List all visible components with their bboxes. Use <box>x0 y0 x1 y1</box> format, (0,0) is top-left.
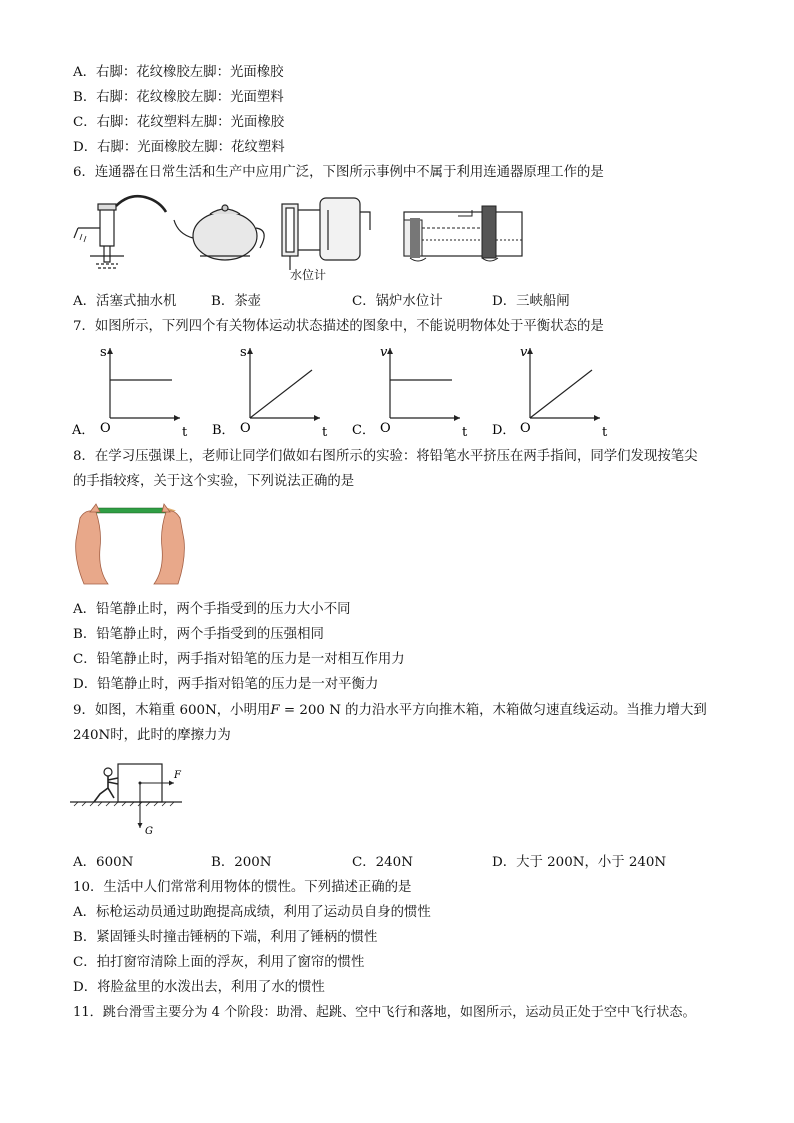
graph-x-arrow <box>454 415 460 421</box>
graph-y-arrow <box>107 348 113 354</box>
graph-option-letter: D． <box>492 423 516 438</box>
graph-y-label: s <box>100 345 107 360</box>
graph-origin-label: O <box>100 421 111 436</box>
q10-option-b: B．紧固锤头时撞击锤柄的下端，利用了锤柄的惯性 <box>73 930 378 945</box>
graph-y-arrow <box>247 348 253 354</box>
q9-stem-part2: = 200 N 的力沿水平方向推木箱，木箱做匀速直线运动。当推力增大到 <box>279 703 707 718</box>
q11-stem: 11．跳台滑雪主要分为 4 个阶段：助滑、起跳、空中飞行和落地，如图所示，运动员正处于空中飞行状态。 <box>73 1005 696 1020</box>
q9-option-a: A．600N <box>73 855 134 870</box>
graph-x-arrow <box>594 415 600 421</box>
q10-option-c: C．拍打窗帘清除上面的浮灰，利用了窗帘的惯性 <box>73 955 365 970</box>
pushing-box-figure <box>70 758 190 838</box>
q10-option-d: D．将脸盆里的水泼出去，利用了水的惯性 <box>73 980 325 995</box>
graph-x-arrow <box>314 415 320 421</box>
graph-y-label: v <box>380 345 388 360</box>
q8-stem-line1: 8．在学习压强课上，老师让同学们做如右图所示的实验：将铅笔水平挤压在两手指间，同学们发现按笔尖 <box>73 449 698 464</box>
q9-stem-part1: 9．如图，木箱重 600N，小明用 <box>73 703 271 718</box>
graph-y-label: v <box>520 345 528 360</box>
q6-figures <box>70 190 380 286</box>
q10-option-a: A．标枪运动员通过助跑提高成绩，利用了运动员自身的惯性 <box>73 905 431 920</box>
q5-option-b: B．右脚：花纹橡胶左脚：光面塑料 <box>73 90 284 105</box>
q6-option-c: C．锅炉水位计 <box>352 294 443 309</box>
q8-option-b: B．铅笔静止时，两个手指受到的压强相同 <box>73 627 324 642</box>
hands-pencil-figure <box>72 500 187 586</box>
q8-stem-line2: 的手指较疼，关于这个实验，下列说法正确的是 <box>73 474 355 489</box>
graph-origin-label: O <box>520 421 531 436</box>
fig-gravity-label: G <box>145 826 153 837</box>
q5-option-c: C．右脚：花纹塑料左脚：光面橡胶 <box>73 115 285 130</box>
q6-option-d: D．三峡船闸 <box>492 294 570 309</box>
q9-option-b: B．200N <box>211 855 272 870</box>
q5-option-a: A．右脚：花纹橡胶左脚：光面橡胶 <box>73 65 284 80</box>
graph-y-label: s <box>240 345 247 360</box>
q8-option-a: A．铅笔静止时，两个手指受到的压力大小不同 <box>73 602 351 617</box>
q10-stem: 10．生活中人们常常利用物体的惯性。下列描述正确的是 <box>73 880 412 895</box>
q9-stem-line2: 240N时，此时的摩擦力为 <box>73 728 231 743</box>
q6-option-a: A．活塞式抽水机 <box>73 294 177 309</box>
boiler-figure <box>282 198 370 270</box>
graph-origin-label: O <box>380 421 391 436</box>
q7-stem: 7．如图所示，下列四个有关物体运动状态描述的图象中，不能说明物体处于平衡状态的是 <box>73 319 604 334</box>
piston-pump-figure <box>74 196 166 268</box>
graph-x-arrow <box>174 415 180 421</box>
graph-x-label: t <box>182 425 188 440</box>
q8-option-c: C．铅笔静止时，两手指对铅笔的压力是一对相互作用力 <box>73 652 405 667</box>
q9-option-d: D．大于 200N，小于 240N <box>492 855 667 870</box>
graph-x-label: t <box>602 425 608 440</box>
q8-option-d: D．铅笔静止时，两手指对铅笔的压力是一对平衡力 <box>73 677 379 692</box>
q9-option-c: C．240N <box>352 855 413 870</box>
fig-force-label: F <box>174 770 181 781</box>
q5-option-d: D．右脚：光面橡胶左脚：花纹塑料 <box>73 140 285 155</box>
graph-option-letter: C． <box>352 423 375 438</box>
water-gauge-label: 水位计 <box>290 268 327 282</box>
graph-x-label: t <box>322 425 328 440</box>
q9-stem-line1 <box>73 702 707 720</box>
graph-x-label: t <box>462 425 468 440</box>
graph-option-letter: B． <box>212 423 235 438</box>
q6-option-b: B．茶壶 <box>211 294 262 309</box>
graph-line-rising <box>530 370 592 418</box>
graph-y-arrow <box>527 348 533 354</box>
graph-line-rising <box>250 370 312 418</box>
ship-lock-figure <box>398 198 528 268</box>
graph-origin-label: O <box>240 421 251 436</box>
q6-stem: 6．连通器在日常生活和生产中应用广泛，下图所示事例中不属于利用连通器原理工作的是 <box>73 165 604 180</box>
teapot-figure <box>174 205 264 260</box>
q7-graphs <box>70 340 610 440</box>
q9-force-symbol: F <box>270 703 280 718</box>
graph-option-letter: A． <box>72 423 95 438</box>
graph-y-arrow <box>387 348 393 354</box>
